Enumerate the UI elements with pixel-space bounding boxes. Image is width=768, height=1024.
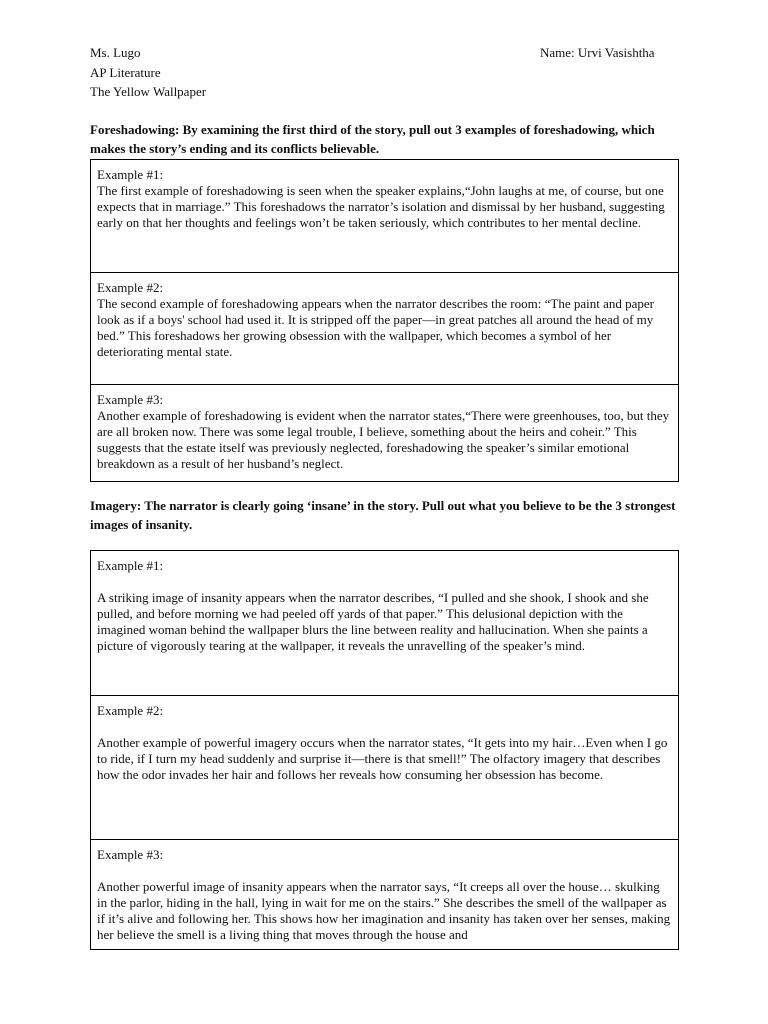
example-label: Example #2: — [97, 703, 164, 718]
imagery-example-2 — [91, 695, 678, 839]
imagery-example-3 — [91, 839, 678, 949]
example-label: Example #3: — [97, 392, 164, 407]
example-text: Another example of powerful imagery occurs when the narrator states, “It gets into my hair…Even when I go to ride, if I turn my head suddenly and surprise it—there is that smell!” The olfactory imagery that describes how the odor invades her hair and follows her reveals how consuming her obsession has become. — [97, 735, 668, 782]
foreshadowing-table — [90, 159, 679, 482]
teacher-name: Ms. Lugo — [90, 45, 141, 60]
example-label: Example #3: — [97, 847, 164, 862]
student-name: Name: Urvi Vasishtha — [540, 45, 655, 60]
example-label: Example #2: — [97, 280, 164, 295]
imagery-table — [90, 550, 679, 950]
example-text: The first example of foreshadowing is seen when the speaker explains,“John laughs at me, of course, but one expects that in marriage.” This foreshadows the narrator’s isolation and dismissal by her husband, suggesting early on that her thoughts and feelings won’t be taken seriously, which contributes to her mental decline. — [97, 183, 665, 230]
foreshadowing-example-3 — [91, 384, 678, 481]
example-text: Another powerful image of insanity appears when the narrator says, “It creeps all over the house… skulking in the parlor, hiding in the hall, lying in wait for me on the stairs.” She describes the smell of the wallpaper as if it’s alive and following her. This shows how her imagination and insanity has taken over her senses, making her believe the smell is a living thing that moves through the house and — [97, 879, 671, 942]
example-text: The second example of foreshadowing appears when the narrator describes the room: “The paint and paper look as if a boys' school had used it. It is stripped off the paper—in great patches all around the head of my bed.” This foreshadows her growing obsession with the wallpaper, which becomes a symbol of her deteriorating mental state. — [97, 296, 654, 359]
example-label: Example #1: — [97, 558, 164, 573]
work-title: The Yellow Wallpaper — [90, 84, 207, 99]
example-text: A striking image of insanity appears when the narrator describes, “I pulled and she shook, I shook and she pulled, and before morning we had peeled off yards of that paper.” This delusional depiction with the imagined woman behind the wallpaper blurs the line between reality and hallucination. When she paints a picture of vigorously tearing at the wallpaper, it reveals the unravelling of the speaker’s mind. — [97, 590, 649, 653]
imagery-example-1 — [91, 551, 678, 695]
document-header — [90, 45, 680, 104]
foreshadowing-example-1 — [91, 160, 678, 272]
example-text: Another example of foreshadowing is evident when the narrator states,“There were greenhouses, too, but they are all broken now. There was some legal trouble, I believe, something about the heirs and coheir.” This suggests that the estate itself was previously neglected, foreshadowing the speaker’s similar emotional breakdown as a result of her husband’s neglect. — [97, 408, 670, 471]
imagery-prompt: Imagery: The narrator is clearly going ‘insane’ in the story. Pull out what you believe to be the 3 strongest images of insanity. — [90, 498, 676, 532]
foreshadowing-prompt: Foreshadowing: By examining the first third of the story, pull out 3 examples of foreshadowing, which makes the story’s ending and its conflicts believable. — [90, 122, 655, 156]
example-label: Example #1: — [97, 167, 164, 182]
foreshadowing-example-2 — [91, 272, 678, 384]
course-name: AP Literature — [90, 64, 161, 80]
